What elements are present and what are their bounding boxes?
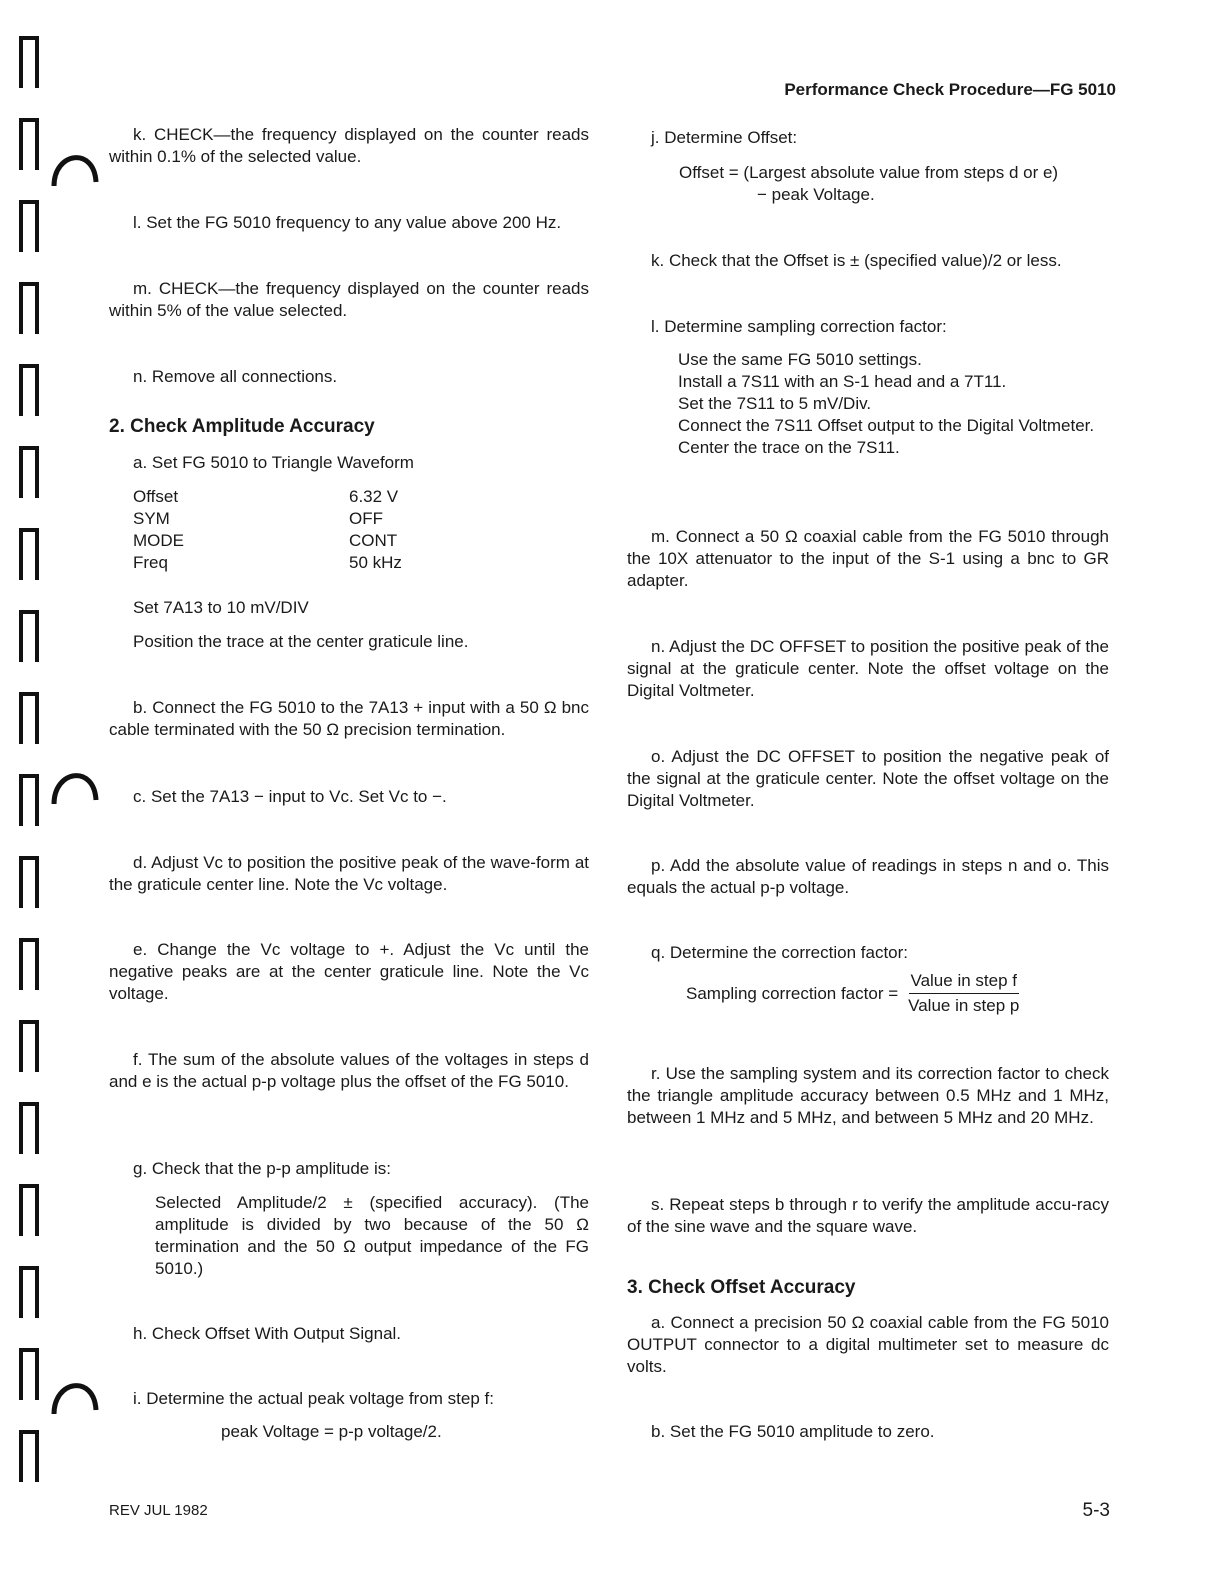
binder-hole-icon xyxy=(18,34,40,90)
formula-numerator: Value in step f xyxy=(909,970,1019,994)
binder-hole-icon xyxy=(18,1100,40,1156)
setup-step: Use the same FG 5010 settings. xyxy=(678,350,922,369)
setup-step: Set the 7S11 to 5 mV/Div. xyxy=(678,394,872,413)
step-b-connect: b. Connect the FG 5010 to the 7A13 + input with a 50 Ω bnc cable terminated with the 50 Ω precision termination. xyxy=(109,698,589,739)
step-s-repeat: s. Repeat steps b through r to verify the amplitude accu-racy of the sine wave and the square wave. xyxy=(627,1195,1109,1236)
step-f-sum: f. The sum of the absolute values of the voltages in steps d and e is the actual p-p voltage plus the offset of the FG 5010. xyxy=(109,1050,589,1091)
binder-ring-arc xyxy=(50,1374,100,1416)
binder-hole-icon xyxy=(18,772,40,828)
binder-hole-icon xyxy=(18,690,40,746)
setup-step: Connect the 7S11 Offset output to the Digital Voltmeter. xyxy=(678,416,1095,435)
binder-hole-icon xyxy=(18,936,40,992)
step-q-correction-factor: q. Determine the correction factor: xyxy=(651,943,909,962)
binder-hole-icon xyxy=(18,1018,40,1074)
binder-hole-icon xyxy=(18,362,40,418)
correction-factor-formula xyxy=(686,970,1109,1017)
step-l-set-frequency: l. Set the FG 5010 frequency to any value above 200 Hz. xyxy=(133,213,562,232)
step-n-remove-connections: n. Remove all connections. xyxy=(133,367,338,386)
step-j-determine-offset: j. Determine Offset: xyxy=(651,128,798,147)
settings-row xyxy=(133,508,402,530)
step-a-position-trace: Position the trace at the center graticule line. xyxy=(133,632,469,651)
binder-hole-icon xyxy=(18,608,40,664)
binder-hole-icon xyxy=(18,1264,40,1320)
binder-holes xyxy=(18,0,42,1574)
setting-value: 6.32 V xyxy=(349,487,399,506)
binder-hole-icon xyxy=(18,116,40,172)
step-r-sampling-system: r. Use the sampling system and its correction factor to check the triangle amplitude accuracy between 0.5 MHz and 1 MHz, between 1 MHz and 5 MHz, and between 5 MHz and 20 MHz. xyxy=(627,1064,1109,1127)
step-k-check-offset: k. Check that the Offset is ± (specified value)/2 or less. xyxy=(651,251,1062,270)
setting-key: MODE xyxy=(133,531,184,550)
setting-key: SYM xyxy=(133,509,170,528)
step-e-change-vc: e. Change the Vc voltage to +. Adjust the Vc until the negative peaks are at the center graticule line. Note the Vc voltage. xyxy=(109,940,589,1003)
step-l-sampling-factor: l. Determine sampling correction factor: xyxy=(651,317,947,336)
settings-row xyxy=(133,486,402,508)
binder-hole-icon xyxy=(18,526,40,582)
step-i-peak-voltage: i. Determine the actual peak voltage from step f: xyxy=(133,1389,494,1408)
offset-formula-line2: − peak Voltage. xyxy=(757,185,875,204)
page-number: 5-3 xyxy=(1082,1500,1110,1521)
step-m-connect-cable: m. Connect a 50 Ω coaxial cable from the FG 5010 through the 10X attenuator to the input of the S-1 using a bnc to GR adapter. xyxy=(627,527,1109,590)
binder-hole-icon xyxy=(18,280,40,336)
setting-key: Freq xyxy=(133,553,168,572)
step-d-adjust-vc: d. Adjust Vc to position the positive peak of the wave-form at the graticule center line. Note the Vc voltage. xyxy=(109,853,589,894)
step-a-set-7a13: Set 7A13 to 10 mV/DIV xyxy=(133,598,309,617)
page-header: Performance Check Procedure—FG 5010 xyxy=(784,80,1116,99)
settings-row xyxy=(133,552,402,574)
step-g-check-amplitude: g. Check that the p-p amplitude is: xyxy=(133,1159,391,1178)
revision-date: REV JUL 1982 xyxy=(109,1502,208,1519)
settings-row xyxy=(133,530,402,552)
binder-hole-icon xyxy=(18,1182,40,1238)
formula-denominator: Value in step p xyxy=(908,996,1020,1015)
step-a-set-triangle: a. Set FG 5010 to Triangle Waveform xyxy=(133,453,414,472)
setup-step: Install a 7S11 with an S-1 head and a 7T11. xyxy=(678,372,1007,391)
offset-formula-line1: Offset = (Largest absolute value from steps d or e) xyxy=(679,163,1059,182)
binder-hole-icon xyxy=(18,444,40,500)
binder-hole-icon xyxy=(18,1428,40,1484)
step-h-check-offset: h. Check Offset With Output Signal. xyxy=(133,1324,402,1343)
formula-fraction xyxy=(906,970,1021,1017)
settings-table xyxy=(133,486,402,574)
binder-ring-arc xyxy=(50,764,100,806)
step-g-detail: Selected Amplitude/2 ± (specified accuracy). (The amplitude is divided by two because of the 50 Ω termination and the 50 Ω output impedance of the FG 5010.) xyxy=(155,1193,589,1278)
peak-voltage-formula: peak Voltage = p-p voltage/2. xyxy=(221,1422,442,1441)
formula-label: Sampling correction factor = xyxy=(686,983,899,1003)
binder-hole-icon xyxy=(18,198,40,254)
step-c-set-input: c. Set the 7A13 − input to Vc. Set Vc to −. xyxy=(133,787,447,806)
section-3-heading: 3. Check Offset Accuracy xyxy=(627,1277,856,1298)
section-2-heading: 2. Check Amplitude Accuracy xyxy=(109,416,375,437)
binder-hole-icon xyxy=(18,854,40,910)
step-k-check-frequency: k. CHECK—the frequency displayed on the counter reads within 0.1% of the selected value. xyxy=(109,125,589,166)
binder-hole-icon xyxy=(18,1346,40,1402)
setting-value: 50 kHz xyxy=(349,553,402,572)
step-m-check-frequency: m. CHECK—the frequency displayed on the counter reads within 5% of the value selected. xyxy=(109,279,589,320)
step-o-negative-peak: o. Adjust the DC OFFSET to position the negative peak of the signal at the graticule center. Note the offset voltage on the Digital Voltmeter. xyxy=(627,747,1109,810)
sampling-setup-steps xyxy=(627,349,1109,459)
setting-value: OFF xyxy=(349,509,383,528)
setting-key: Offset xyxy=(133,487,179,506)
binder-ring-arc xyxy=(50,146,100,188)
step-3b-amplitude-zero: b. Set the FG 5010 amplitude to zero. xyxy=(651,1422,935,1441)
setup-step: Center the trace on the 7S11. xyxy=(678,438,900,457)
step-n-positive-peak: n. Adjust the DC OFFSET to position the positive peak of the signal at the graticule center. Note the offset voltage on the Digital Voltmeter. xyxy=(627,637,1109,700)
step-p-add-readings: p. Add the absolute value of readings in steps n and o. This equals the actual p-p voltage. xyxy=(627,856,1109,897)
setting-value: CONT xyxy=(349,531,398,550)
step-3a-connect: a. Connect a precision 50 Ω coaxial cable from the FG 5010 OUTPUT connector to a digital multimeter set to measure dc volts. xyxy=(627,1313,1109,1376)
